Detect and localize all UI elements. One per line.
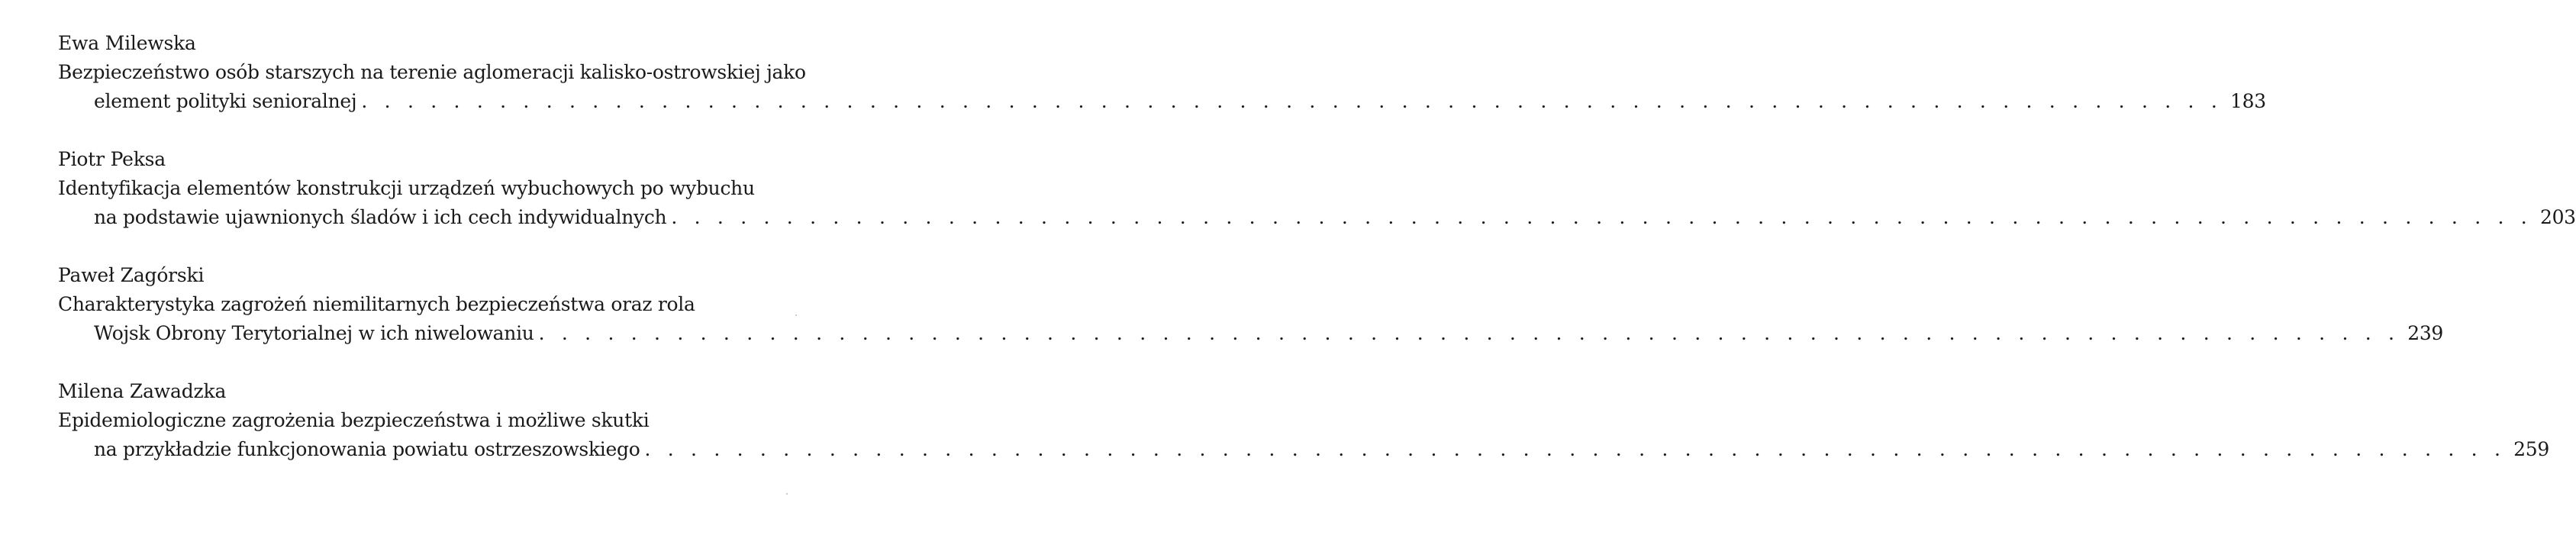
- toc-title-last-line: [58, 435, 2549, 464]
- scan-speck: [795, 314, 797, 316]
- toc-page-number: 259: [2513, 438, 2549, 460]
- toc-title-line: Identyfikacja elementów konstrukcji urządzeń wybuchowych po wybuchu: [58, 177, 755, 199]
- toc-entry: [58, 145, 2576, 232]
- toc-entry: [58, 261, 2444, 348]
- toc-title-line: Epidemiologiczne zagrożenia bezpieczeństwa i możliwe skutki: [58, 409, 650, 431]
- dot-leader: . . . . . . . . . . . . . . . . . . . . . . . . . . . . . . . . . . . . . . . . . . . . . . . . . . . . . . . . . . . . . . . . . . . . . . . . . . . . . . . . .: [644, 438, 2507, 460]
- toc-author: Piotr Peksa: [58, 148, 166, 170]
- toc-title-line: Wojsk Obrony Terytorialnej w ich niwelowaniu: [94, 322, 534, 344]
- toc-entry: [58, 377, 2549, 464]
- toc-title-line: Charakterystyka zagrożeń niemilitarnych bezpieczeństwa oraz rola: [58, 293, 695, 315]
- toc-author: Ewa Milewska: [58, 32, 196, 54]
- toc-title-last-line: [58, 203, 2576, 232]
- toc-page-number: 203: [2539, 206, 2576, 228]
- toc-author: Paweł Zagórski: [58, 264, 205, 286]
- toc-entry: [58, 29, 2266, 116]
- dot-leader: . . . . . . . . . . . . . . . . . . . . . . . . . . . . . . . . . . . . . . . . . . . . . . . . . . . . . . . . . . . . . . . . . . . . . . . . . . . . . . . . .: [361, 90, 2223, 112]
- dot-leader: . . . . . . . . . . . . . . . . . . . . . . . . . . . . . . . . . . . . . . . . . . . . . . . . . . . . . . . . . . . . . . . . . . . . . . . . . . . . . . . . .: [538, 322, 2400, 344]
- toc-page-number: 239: [2407, 322, 2444, 344]
- toc-title-line: na przykładzie funkcjonowania powiatu ostrzeszowskiego: [94, 438, 640, 460]
- scan-speck: [786, 493, 788, 495]
- toc-author: Milena Zawadzka: [58, 380, 227, 402]
- toc-title-line: element polityki senioralnej: [94, 90, 357, 112]
- toc-page-number: 183: [2230, 90, 2266, 112]
- toc-title-line: Bezpieczeństwo osób starszych na terenie aglomeracji kalisko-ostrowskiej jako: [58, 61, 806, 83]
- toc-title-last-line: [58, 87, 2266, 116]
- toc-title-last-line: [58, 319, 2444, 348]
- dot-leader: . . . . . . . . . . . . . . . . . . . . . . . . . . . . . . . . . . . . . . . . . . . . . . . . . . . . . . . . . . . . . . . . . . . . . . . . . . . . . . . . .: [671, 206, 2532, 228]
- toc-title-line: na podstawie ujawnionych śladów i ich cech indywidualnych: [94, 206, 667, 228]
